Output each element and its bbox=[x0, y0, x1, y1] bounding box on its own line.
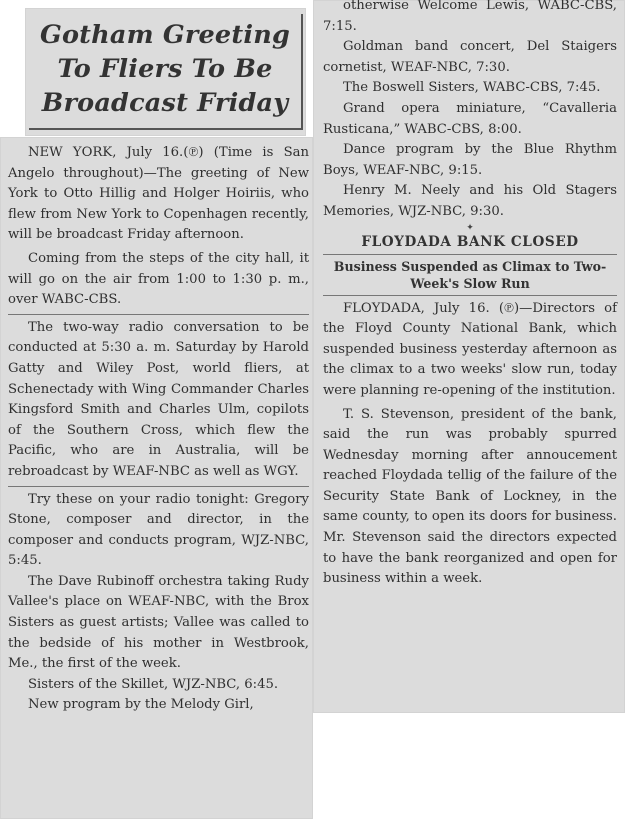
headline-line-3: Broadcast Friday bbox=[41, 88, 289, 118]
star-ornament: ✦ bbox=[466, 222, 474, 233]
article-paragraph: Dance program by the Blue Rhythm Boys, WEAF-NBC, 9:15. bbox=[323, 142, 617, 178]
headline-box bbox=[29, 14, 303, 130]
article-paragraph: Grand opera miniature, “Cavalleria Rusticana,” WABC-CBS, 8:00. bbox=[323, 100, 617, 137]
article-paragraph: Sisters of the Skillet, WJZ-NBC, 6:45. bbox=[28, 676, 279, 692]
column-divider bbox=[323, 295, 617, 296]
headline-line-2: To Fliers To Be bbox=[57, 54, 273, 84]
article-paragraph: NEW YORK, July 16.(℗) (Time is San Angelo throughout)—The greeting of New York to Otto Hillig and Holger Hoiriis, who flew from New York to Copenhagen recently, will be broadcast Friday afternoon. bbox=[8, 145, 309, 243]
bank-headline: FLOYDADA BANK CLOSED bbox=[361, 233, 579, 250]
article-paragraph: Goldman band concert, Del Staigers cornetist, WEAF-NBC, 7:30. bbox=[323, 39, 617, 75]
right-column-clipping bbox=[313, 0, 625, 713]
article-paragraph: FLOYDADA, July 16. (℗)—Directors of the Floyd County National Bank, which suspended business yesterday afternoon as the climax to a two weeks' slow run, today were planning re-opening of the institution. bbox=[323, 300, 617, 398]
article-paragraph: T. S. Stevenson, president of the bank, said the run was probably spurred Wednesday morning after annoucement reached Floydada tellig of the failure of the Security State Bank of Lockney, in the same county, to open its doors for business. Mr. Stevenson said the directors expected to have the bank reorganized and open for business within a week. bbox=[323, 406, 617, 587]
left-column-clipping bbox=[0, 137, 313, 819]
right-column-text bbox=[313, 0, 625, 590]
article-paragraph: Henry M. Neely and his Old Stagers Memories, WJZ-NBC, 9:30. bbox=[323, 183, 617, 219]
column-divider bbox=[8, 486, 309, 487]
article-paragraph: otherwise Welcome Lewis, WABC-CBS, 7:15. bbox=[323, 0, 617, 34]
bank-deck: Business Suspended as Climax to Two-Week's Slow Run bbox=[333, 258, 607, 291]
headline-line-1: Gotham Greeting bbox=[40, 20, 290, 50]
article-paragraph: The Boswell Sisters, WABC-CBS, 7:45. bbox=[343, 80, 601, 96]
headline-clipping bbox=[25, 8, 306, 136]
column-divider bbox=[323, 254, 617, 255]
article-paragraph: The two-way radio conversation to be conducted at 5:30 a. m. Saturday by Harold Gatty and Wiley Post, world fliers, at Schenectady with Wing Commander Charles Kingsford Smith and Charles Ulm, copilots of the Southern Cross, which flew the Pacific, who are in Australia, will be rebroadcast by WEAF-NBC as well as WGY. bbox=[8, 319, 309, 479]
column-divider bbox=[8, 314, 309, 315]
article-paragraph: New program by the Melody Girl, bbox=[28, 697, 254, 713]
headline-title bbox=[29, 18, 301, 120]
article-paragraph: Coming from the steps of the city hall, it will go on the air from 1:00 to 1:30 p. m., over WABC-CBS. bbox=[8, 250, 309, 308]
left-column-text bbox=[0, 143, 313, 716]
article-paragraph: The Dave Rubinoff orchestra taking Rudy Vallee's place on WEAF-NBC, with the Brox Sisters as guest artists; Vallee was called to the bedside of his mother in Westbrook, Me., the first of the week. bbox=[8, 573, 309, 672]
article-paragraph: Try these on your radio tonight: Gregory Stone, composer and director, in the composer and conducts program, WJZ-NBC, 5:45. bbox=[8, 491, 309, 569]
